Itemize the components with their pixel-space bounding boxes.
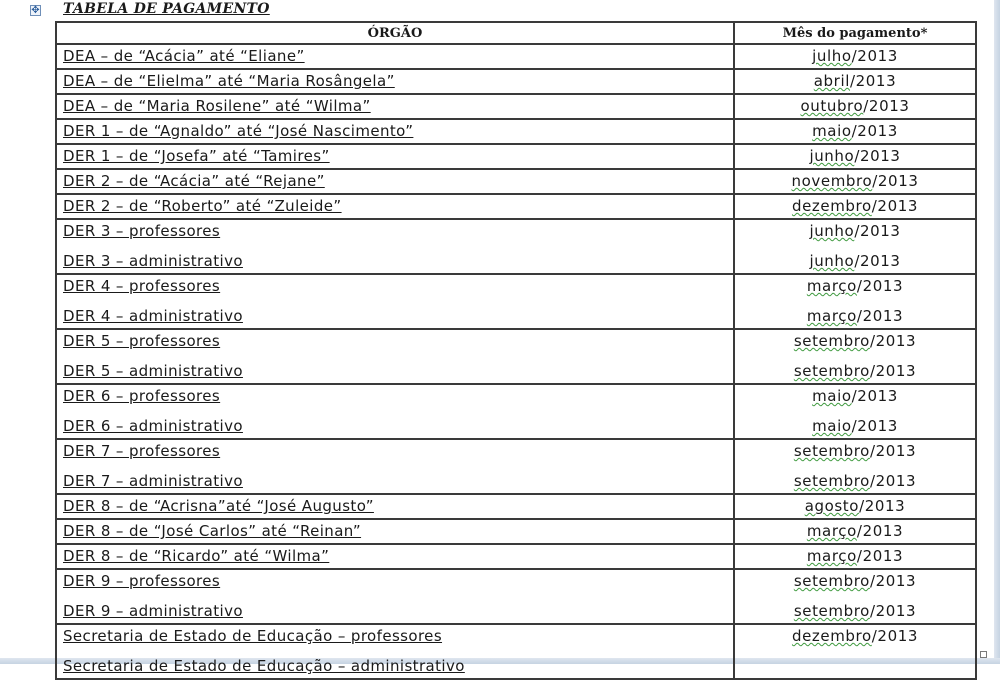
orgao-cell[interactable] [56,69,734,94]
month-name: junho [809,147,855,165]
orgao-cell[interactable] [56,544,734,569]
mes-text [735,170,975,193]
orgao-text: Secretaria de Estado de Educação – administrativo [63,657,465,675]
orgao-cell[interactable] [56,439,734,494]
orgao-text: DER 6 – professores [63,387,221,405]
orgao-text: DEA – de “Acácia” até “Eliane” [63,47,305,65]
orgao-text: DER 1 – de “Agnaldo” até “José Nascimento” [63,122,414,140]
month-name: maio [812,417,852,435]
orgao-text: DER 8 – de “Acrisna”até “José Augusto” [63,497,374,515]
mes-cell[interactable] [734,384,976,439]
mes-text [735,70,975,93]
month-name: dezembro [791,627,872,645]
table-row [56,194,976,219]
mes-text [735,520,975,543]
orgao-text: DER 9 – administrativo [63,602,243,620]
orgao-text: DEA – de “Maria Rosilene” até “Wilma” [63,97,371,115]
orgao-cell[interactable] [56,274,734,329]
year-suffix: /2013 [856,547,904,565]
line-spacer [735,353,975,360]
table-row [56,44,976,69]
month-name: abril [813,72,850,90]
orgao-text: DER 1 – de “Josefa” até “Tamires” [63,147,330,165]
line-spacer [735,408,975,415]
orgao-cell[interactable] [56,169,734,194]
mes-text [735,415,975,438]
orgao-text: DER 5 – administrativo [63,362,243,380]
orgao-text: DER 4 – administrativo [63,307,243,325]
orgao-cell[interactable] [56,94,734,119]
mes-cell[interactable] [734,69,976,94]
year-suffix: /2013 [851,387,898,405]
year-suffix: /2013 [869,602,917,620]
mes-cell[interactable] [734,439,976,494]
orgao-cell[interactable] [56,144,734,169]
mes-text [735,120,975,143]
orgao-text: DER 2 – de “Roberto” até “Zuleide” [63,197,342,215]
mes-cell[interactable] [734,144,976,169]
line-spacer [57,243,733,250]
mes-text [735,45,975,68]
mes-text [735,220,975,243]
payment-table [55,21,977,680]
orgao-text: DEA – de “Elielma” até “Maria Rosângela” [63,72,395,90]
table-title: TABELA DE PAGAMENTO [63,1,270,17]
line-spacer [735,298,975,305]
mes-text [735,495,975,518]
line-spacer [735,243,975,250]
year-suffix: /2013 [859,497,906,515]
table-row [56,329,976,384]
mes-text [735,250,975,273]
mes-cell[interactable] [734,519,976,544]
month-name: julho [812,47,852,65]
mes-text [735,545,975,568]
mes-cell[interactable] [734,569,976,624]
mes-text [735,305,975,328]
mes-text [735,600,975,623]
year-suffix: /2013 [854,252,901,270]
month-name: maio [812,387,852,405]
year-suffix: /2013 [851,417,898,435]
orgao-cell[interactable] [56,44,734,69]
mes-cell[interactable] [734,329,976,384]
year-suffix: /2013 [869,332,917,350]
year-suffix: /2013 [851,122,898,140]
year-suffix: /2013 [869,362,917,380]
orgao-cell[interactable] [56,494,734,519]
table-header-row [56,22,976,44]
mes-cell[interactable] [734,194,976,219]
month-name: março [806,307,857,325]
orgao-cell[interactable] [56,194,734,219]
line-spacer [57,648,733,655]
page-edge-right [994,0,1000,664]
orgao-text: DER 3 – professores [63,222,221,240]
orgao-cell[interactable] [56,119,734,144]
year-suffix: /2013 [854,222,901,240]
month-name: junho [809,252,855,270]
table-row [56,144,976,169]
table-row [56,69,976,94]
mes-text [735,360,975,383]
month-name: setembro [793,442,870,460]
line-spacer [57,298,733,305]
year-suffix: /2013 [871,627,919,645]
mes-cell[interactable] [734,624,976,679]
table-row [56,384,976,439]
orgao-text: DER 3 – administrativo [63,252,243,270]
orgao-text: DER 5 – professores [63,332,221,350]
orgao-cell[interactable] [56,624,734,679]
year-suffix: /2013 [872,172,919,190]
year-suffix: /2013 [863,97,910,115]
orgao-cell[interactable] [56,519,734,544]
mes-cell[interactable] [734,119,976,144]
mes-cell[interactable] [734,219,976,274]
month-name: março [806,277,857,295]
table-row [56,94,976,119]
mes-text [735,625,975,648]
line-spacer [57,353,733,360]
year-suffix: /2013 [849,72,897,90]
year-suffix: /2013 [856,307,904,325]
month-name: setembro [793,602,870,620]
table-row [56,169,976,194]
orgao-text: Secretaria de Estado de Educação – professores [63,627,443,645]
month-name: setembro [793,472,870,490]
orgao-text: DER 6 – administrativo [63,417,243,435]
line-spacer [735,593,975,600]
year-suffix: /2013 [854,147,901,165]
table-row [56,624,976,679]
line-spacer [735,463,975,470]
table-row [56,119,976,144]
table-resize-icon[interactable] [980,651,987,658]
table-row [56,544,976,569]
table-row [56,274,976,329]
orgao-cell[interactable] [56,569,734,624]
mes-cell[interactable] [734,44,976,69]
month-name: setembro [793,332,870,350]
mes-cell[interactable] [734,494,976,519]
year-suffix: /2013 [851,47,898,65]
column-header-mes: Mês do pagamento* [734,22,976,44]
orgao-text: DER 9 – professores [63,572,221,590]
year-suffix: /2013 [869,472,917,490]
orgao-text: DER 4 – professores [63,277,221,295]
year-suffix: /2013 [869,572,917,590]
month-name: março [806,547,857,565]
line-spacer [57,593,733,600]
month-name: maio [812,122,852,140]
orgao-cell[interactable] [56,329,734,384]
orgao-text: DER 7 – administrativo [63,472,243,490]
mes-text [735,570,975,593]
month-name: março [806,522,857,540]
mes-text [735,385,975,408]
mes-text [735,95,975,118]
mes-cell[interactable] [734,274,976,329]
orgao-text: DER 7 – professores [63,442,221,460]
line-spacer [57,408,733,415]
orgao-cell[interactable] [56,219,734,274]
table-row [56,569,976,624]
line-spacer [57,463,733,470]
table-body [56,44,976,679]
year-suffix: /2013 [856,277,904,295]
mes-text [735,145,975,168]
year-suffix: /2013 [871,197,919,215]
mes-cell[interactable] [734,94,976,119]
table-row [56,519,976,544]
table-row [56,494,976,519]
orgao-text: DER 2 – de “Acácia” até “Rejane” [63,172,325,190]
column-header-orgao: ÓRGÃO [56,22,734,44]
mes-cell[interactable] [734,169,976,194]
month-name: setembro [793,572,870,590]
month-name: dezembro [791,197,872,215]
mes-cell[interactable] [734,544,976,569]
mes-text [735,275,975,298]
month-name: outubro [800,97,864,115]
table-move-icon[interactable]: ✥ [31,5,40,16]
orgao-text: DER 8 – de “Ricardo” até “Wilma” [63,547,330,565]
month-name: agosto [804,497,860,515]
orgao-cell[interactable] [56,384,734,439]
month-name: novembro [791,172,873,190]
month-name: setembro [793,362,870,380]
mes-text [735,195,975,218]
year-suffix: /2013 [856,522,904,540]
mes-text [735,330,975,353]
table-row [56,439,976,494]
mes-text [735,440,975,463]
month-name: junho [809,222,855,240]
orgao-text: DER 8 – de “José Carlos” até “Reinan” [63,522,362,540]
mes-text [735,470,975,493]
table-row [56,219,976,274]
year-suffix: /2013 [869,442,917,460]
